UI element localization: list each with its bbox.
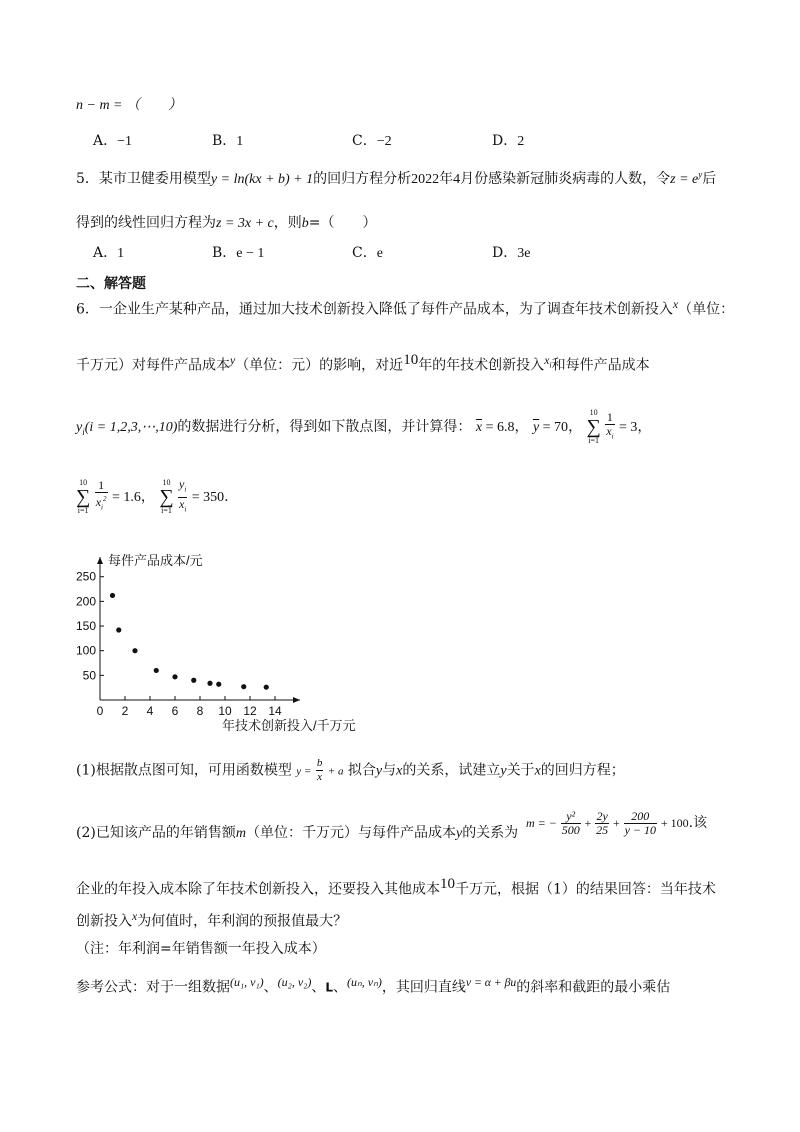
option-value: −1 bbox=[117, 134, 133, 149]
q6-line4 bbox=[76, 478, 229, 516]
frac-num-sub: i bbox=[184, 485, 187, 494]
q4-option-d bbox=[492, 130, 524, 150]
pair-1: (u₁, v₁) bbox=[230, 975, 264, 989]
m-lhs: m = − bbox=[526, 816, 557, 830]
q6-var: x bbox=[396, 763, 403, 779]
q6-text: 的关系为 bbox=[462, 825, 519, 841]
q6-text: 与 bbox=[382, 762, 397, 779]
frac-den-sup: 2 bbox=[103, 495, 107, 504]
q5-text: 年 bbox=[439, 171, 454, 187]
q6-text: (1)根据散点图可知，可用函数模型 bbox=[76, 762, 292, 779]
q6-var: m bbox=[235, 826, 246, 841]
option-letter: C． bbox=[352, 133, 377, 149]
q5-text: 5．某市卫健委用模型 bbox=[76, 171, 211, 187]
fraction bbox=[95, 479, 108, 514]
y-tick-label: 100 bbox=[75, 643, 96, 658]
q6-text: 的关系，试建立 bbox=[402, 762, 501, 779]
ellipsis-mark: L bbox=[325, 980, 333, 995]
sum-sign: 10 ∑ i=1 bbox=[159, 478, 174, 515]
q5-text: 的回归方程分析 bbox=[313, 171, 412, 187]
sum-upper: 10 bbox=[162, 478, 171, 487]
q6-text: （单位：千万元）与每件产品成本 bbox=[245, 825, 456, 841]
frac-num: 1 bbox=[606, 409, 613, 424]
q6-text: 企业的年投入成本除了年技术创新投入，还要投入其他成本 bbox=[76, 881, 440, 898]
m-tail: + 100 bbox=[660, 816, 689, 830]
q5-option-c bbox=[352, 242, 383, 262]
sum-sign: 10 ∑ i=1 bbox=[76, 478, 91, 515]
q6-reference bbox=[76, 975, 670, 997]
data-point bbox=[264, 685, 269, 690]
xbar-value: = 6.8 bbox=[485, 420, 515, 435]
option-value: 3e bbox=[517, 246, 531, 261]
frac-den bbox=[605, 425, 614, 443]
q6-text: ，其回归直线 bbox=[381, 979, 466, 996]
option-value: 1 bbox=[236, 134, 244, 149]
sum-upper: 10 bbox=[589, 408, 598, 417]
q6-text: 千万元）对每件产品成本 bbox=[76, 357, 230, 374]
option-letter: B． bbox=[212, 133, 237, 149]
q6-var: y bbox=[230, 354, 236, 367]
pair-2: (u₂, v₂) bbox=[277, 975, 312, 989]
q6-sep: 、 bbox=[263, 979, 278, 996]
q6-comma: ， bbox=[637, 419, 652, 435]
option-value: 2 bbox=[517, 134, 525, 149]
option-letter: D． bbox=[492, 133, 518, 149]
m-formula bbox=[526, 810, 707, 837]
q6-sep: 、 bbox=[311, 979, 326, 996]
y-tick-label: 250 bbox=[75, 569, 96, 584]
y-axis-arrow bbox=[97, 557, 103, 564]
sum-sign: 10 ∑ i=1 bbox=[586, 408, 601, 445]
q6-var: y bbox=[500, 763, 507, 779]
option-value: −2 bbox=[376, 134, 392, 149]
data-point bbox=[216, 682, 221, 687]
fraction bbox=[178, 478, 187, 516]
data-point bbox=[110, 593, 115, 598]
sum3-value: = 350 bbox=[191, 490, 225, 505]
plus-sign: + bbox=[612, 816, 620, 830]
q6-comma: ， bbox=[568, 419, 583, 435]
frac-den bbox=[95, 493, 108, 514]
frac-den-var: x bbox=[95, 495, 102, 510]
q4-option-b bbox=[212, 130, 243, 150]
q5-text: 得到的线性回归方程为 bbox=[76, 215, 216, 231]
data-point bbox=[172, 674, 177, 679]
ybar-expr bbox=[533, 420, 568, 435]
data-point bbox=[191, 678, 196, 683]
x-tick-label: 10 bbox=[218, 704, 232, 718]
frac-den-sub: i bbox=[184, 504, 187, 513]
q4-option-a bbox=[93, 130, 132, 150]
q6-var: y bbox=[76, 420, 83, 435]
data-point bbox=[116, 627, 121, 632]
q6-var: x bbox=[534, 763, 541, 779]
q5-text: 后 bbox=[702, 171, 717, 187]
model-fraction bbox=[316, 757, 324, 784]
sum1-value: = 3 bbox=[618, 420, 638, 435]
frac-num bbox=[178, 478, 187, 497]
q5-year: 2022 bbox=[411, 172, 440, 187]
fraction bbox=[605, 411, 614, 443]
x-axis-label: 年技术创新投入/千万元 bbox=[222, 718, 356, 733]
option-value: 1 bbox=[117, 246, 125, 261]
frac-den-sub: i bbox=[611, 432, 614, 441]
section-heading: 二、解答题 bbox=[76, 276, 146, 292]
y-tick-label: 150 bbox=[75, 619, 96, 634]
q6-text: 千万元，根据（1）的结果回答：当年技术 bbox=[455, 881, 716, 898]
model-lhs: y = bbox=[296, 765, 312, 778]
q5-text: ，则 bbox=[273, 215, 302, 231]
model-den: x bbox=[317, 771, 322, 783]
data-point bbox=[132, 648, 137, 653]
xbar-symbol: $\overline{x}$ bbox=[475, 420, 483, 435]
q6-text: 6．一企业生产某种产品，通过加大技术创新投入降低了每件产品成本，为了调查年技术创新投入 bbox=[76, 301, 673, 318]
q5-line2 bbox=[76, 212, 377, 232]
sum-lower: i=1 bbox=[588, 436, 600, 445]
frac-den bbox=[178, 498, 187, 516]
line-equation: v = α + βu bbox=[465, 976, 517, 989]
option-value: e − 1 bbox=[236, 246, 265, 261]
m-frac2-den: 25 bbox=[596, 823, 609, 837]
q6-var: x bbox=[132, 910, 138, 923]
q6-sub: i bbox=[82, 426, 85, 437]
q6-line2 bbox=[76, 352, 650, 375]
q6-text: 的斜率和截距的最小乘估 bbox=[516, 979, 671, 996]
y-tick-label: 200 bbox=[75, 594, 96, 609]
q6-comma: ， bbox=[514, 419, 529, 435]
xbar-expr bbox=[476, 420, 515, 435]
m-frac1 bbox=[561, 810, 581, 837]
frac-den-var: x bbox=[179, 496, 185, 511]
data-point bbox=[154, 668, 159, 673]
q6-num: 10 bbox=[403, 352, 419, 368]
x-tick-label: 0 bbox=[96, 704, 104, 718]
x-tick-label: 8 bbox=[196, 704, 204, 718]
q6-num: 10 bbox=[440, 876, 455, 892]
q6-part2 bbox=[76, 822, 518, 842]
scatter-chart bbox=[60, 545, 390, 735]
q5-model: y = ln(kx + b) + 1 bbox=[210, 172, 314, 187]
x-tick-label: 4 bbox=[146, 704, 154, 718]
q6-text: 创新投入 bbox=[76, 913, 132, 930]
option-letter: D． bbox=[492, 245, 518, 261]
q6-line7 bbox=[76, 876, 716, 899]
q5-bvar: b bbox=[301, 216, 309, 231]
sum-upper: 10 bbox=[79, 478, 88, 487]
q6-text: （单位： bbox=[678, 301, 735, 318]
x-tick-label: 6 bbox=[171, 704, 179, 718]
m-frac1-num: y² bbox=[561, 810, 581, 824]
q6-range: (i = 1,2,3,⋯,10) bbox=[84, 420, 178, 435]
option-value: e bbox=[376, 246, 383, 261]
q4-stem: n − m = （ ） bbox=[76, 98, 183, 113]
frac-den-sub: i bbox=[101, 503, 103, 512]
sum2-value: = 1.6 bbox=[111, 490, 141, 505]
sum-lower: i=1 bbox=[77, 506, 89, 515]
m-frac3 bbox=[624, 810, 657, 837]
q5-text: =（ ） bbox=[308, 215, 377, 231]
q6-var: y bbox=[455, 826, 463, 841]
q6-note: （注：年利润=年销售额一年投入成本） bbox=[76, 941, 326, 957]
q6-sub: i bbox=[549, 360, 552, 370]
q6-sep: 、 bbox=[333, 979, 347, 996]
x-tick-label: 14 bbox=[268, 704, 282, 718]
frac-num: 1 bbox=[95, 479, 108, 493]
frac-den-var: x bbox=[606, 423, 612, 438]
q5-option-d bbox=[492, 242, 530, 262]
q6-part1 bbox=[76, 757, 625, 784]
frac-num-var: y bbox=[179, 477, 185, 492]
ybar-symbol: $\overline{y}$ bbox=[532, 420, 540, 435]
q6-text: 年的年技术创新投入 bbox=[418, 357, 545, 374]
option-letter: A． bbox=[93, 245, 118, 261]
q5-month: 4 bbox=[453, 172, 461, 187]
q6-period: . bbox=[224, 489, 229, 505]
model-num: b bbox=[316, 757, 323, 769]
x-tick-label: 2 bbox=[121, 704, 129, 718]
q6-text: .该 bbox=[688, 815, 708, 831]
y-tick-label: 50 bbox=[82, 668, 96, 683]
q6-text: 拟合 bbox=[347, 762, 376, 779]
ybar-value: = 70 bbox=[542, 420, 569, 435]
option-letter: B． bbox=[212, 245, 237, 261]
q6-text: （单位：元）的影响，对近 bbox=[235, 357, 404, 374]
x-axis-arrow bbox=[293, 697, 300, 703]
q5-eq: z = 3x + c bbox=[216, 216, 274, 231]
m-frac2-num: 2y bbox=[596, 809, 608, 823]
q6-text: 和每件产品成本 bbox=[551, 357, 650, 374]
m-frac1-den: 500 bbox=[561, 823, 580, 837]
q5-sub-sup: y bbox=[698, 169, 703, 180]
plus-sign: + bbox=[584, 816, 592, 830]
q6-line3 bbox=[76, 408, 651, 446]
data-point bbox=[241, 684, 246, 689]
q5-line1 bbox=[76, 168, 716, 188]
x-tick-label: 12 bbox=[243, 704, 257, 718]
pair-n: (uₙ, vₙ) bbox=[347, 975, 382, 989]
m-frac3-num: 200 bbox=[624, 810, 657, 824]
sum-lower: i=1 bbox=[161, 506, 172, 515]
option-letter: C． bbox=[352, 245, 377, 261]
q6-text: 的回归方程； bbox=[540, 762, 625, 779]
q5-option-a bbox=[93, 242, 124, 262]
option-letter: A． bbox=[93, 133, 118, 149]
y-axis-label: 每件产品成本/元 bbox=[108, 553, 203, 568]
q6-text: 的数据进行分析，得到如下散点图，并计算得： bbox=[177, 419, 472, 435]
q6-line8 bbox=[76, 910, 347, 931]
q6-comma: ， bbox=[140, 489, 155, 505]
m-frac3-den: y − 10 bbox=[624, 823, 657, 837]
q6-line1 bbox=[76, 298, 734, 319]
q6-text: 为何值时，年利润的预报值最大？ bbox=[137, 913, 348, 930]
q4-option-c bbox=[352, 130, 392, 150]
q6-text: 关于 bbox=[506, 762, 535, 779]
q6-text: 参考公式：对于一组数据 bbox=[76, 979, 230, 996]
q5-sub: z = e bbox=[670, 172, 699, 187]
q6-text: (2)已知该产品的年销售额 bbox=[76, 825, 236, 841]
q6-var bbox=[544, 354, 552, 370]
q6-var: x bbox=[672, 298, 679, 311]
q6-var-x: x bbox=[544, 354, 550, 367]
q6-var: y bbox=[375, 763, 383, 779]
q5-text: 月份感染新冠肺炎病毒的人数，令 bbox=[460, 171, 671, 187]
m-frac2 bbox=[595, 810, 609, 837]
q5-option-b bbox=[212, 242, 264, 262]
data-point bbox=[207, 681, 212, 686]
model-tail: + a bbox=[327, 765, 344, 778]
